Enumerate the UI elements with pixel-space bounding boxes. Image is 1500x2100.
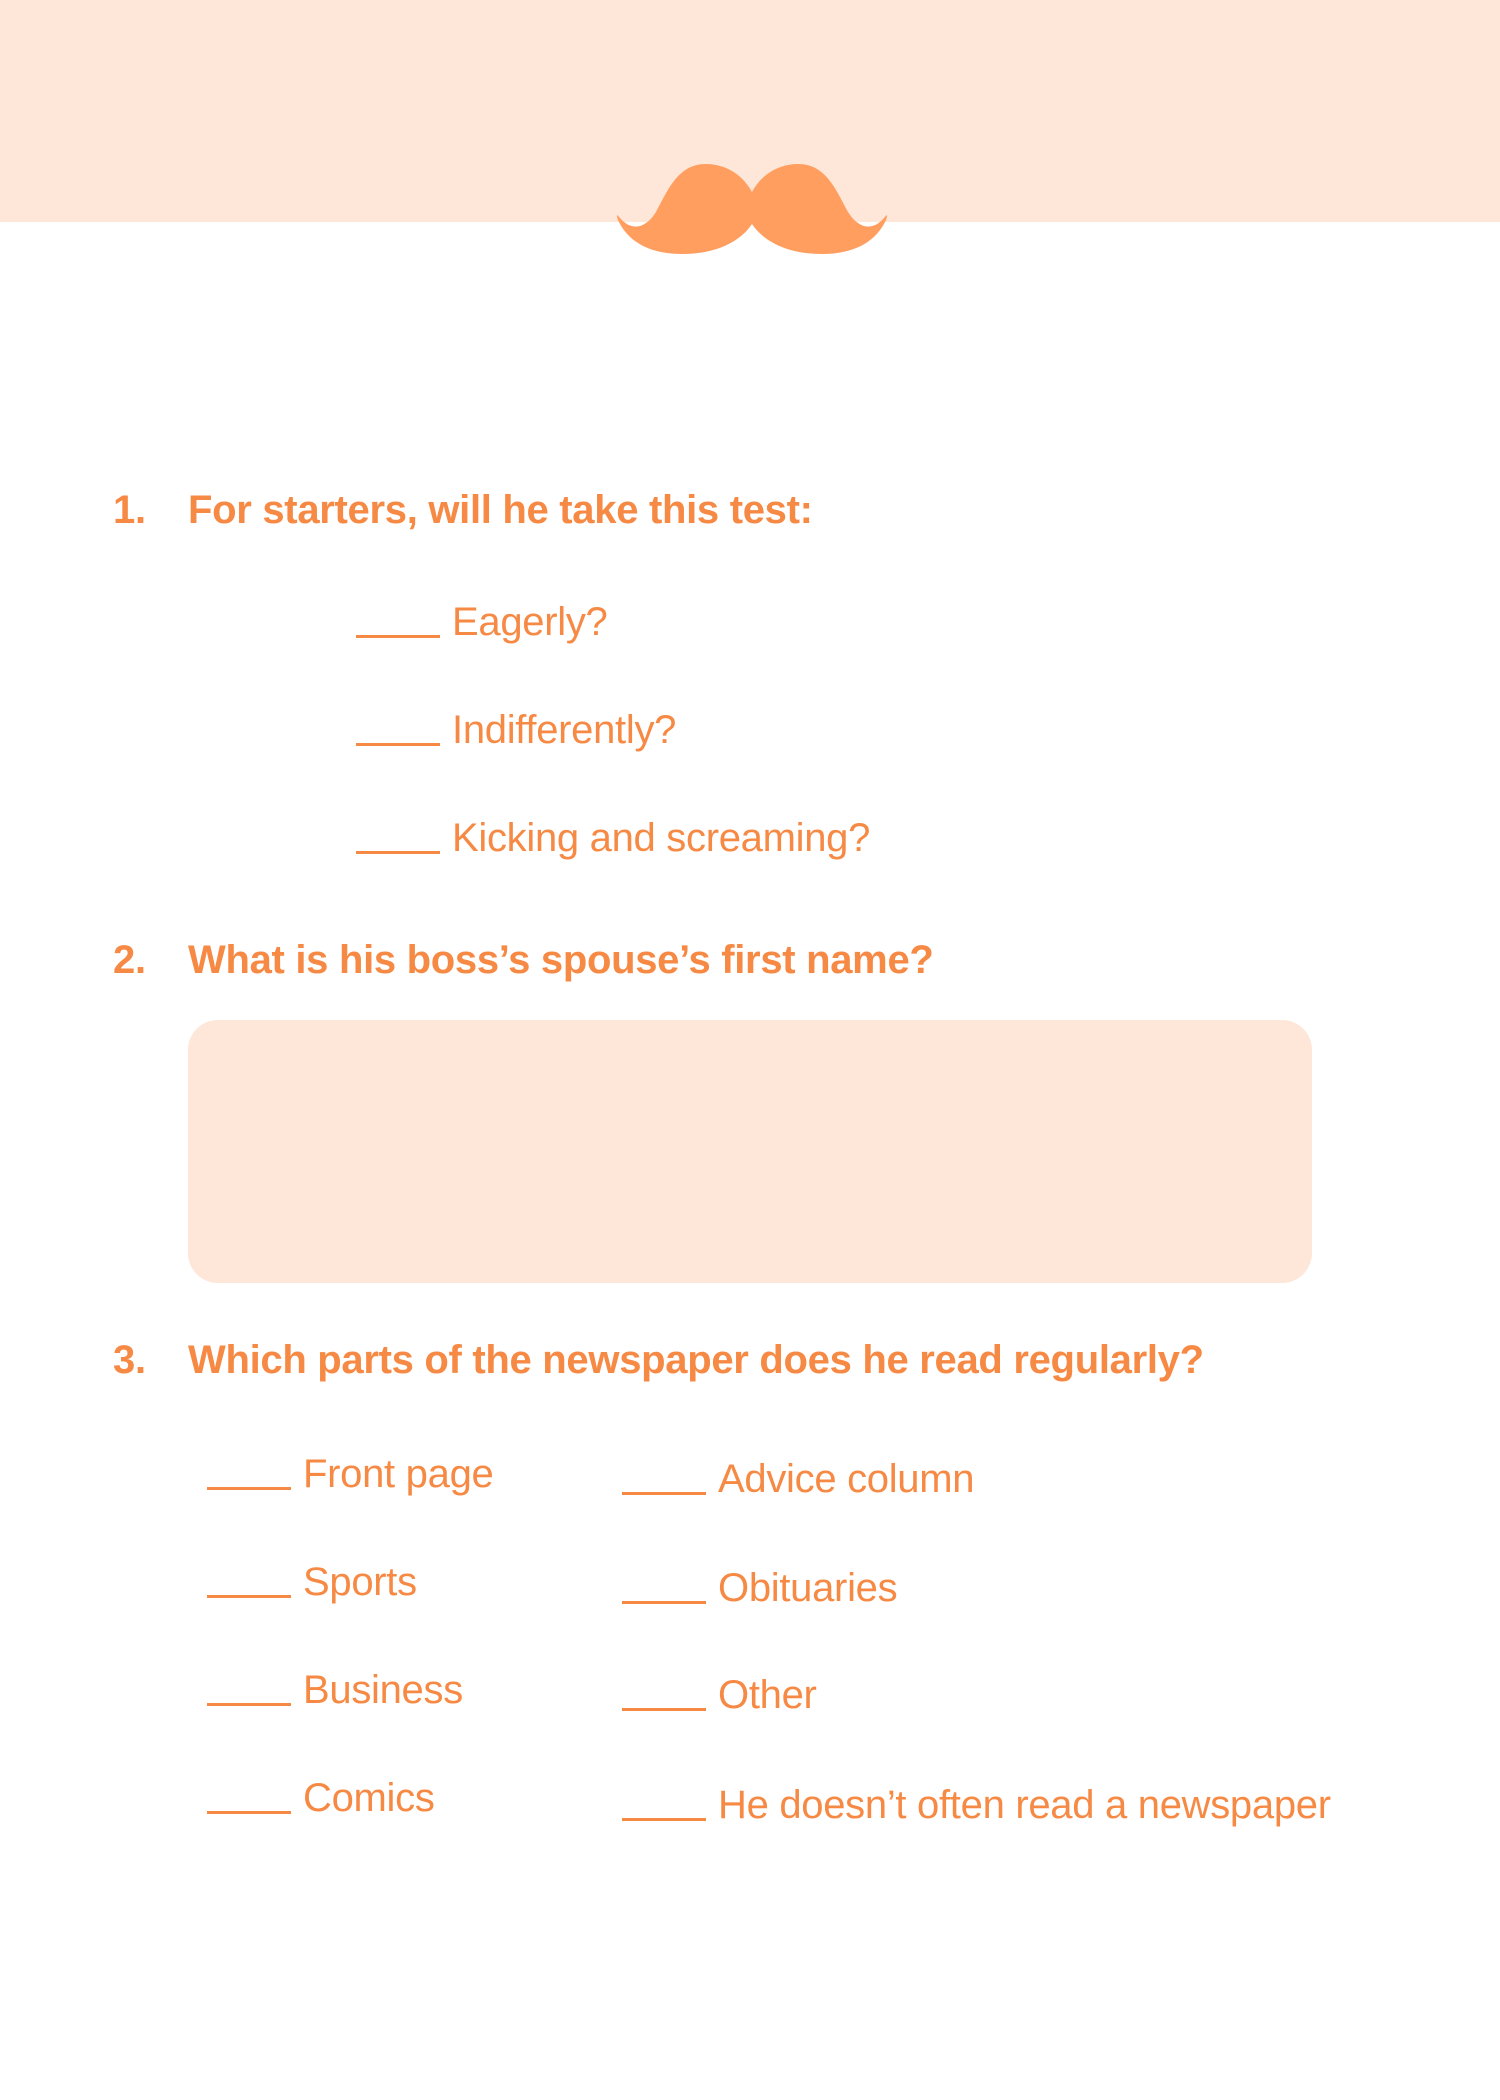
option-kicking-and-screaming[interactable] [356,814,870,862]
question-text: What is his boss’s spouse’s first name? [188,938,934,982]
blank-line[interactable] [356,851,440,854]
option-business[interactable] [207,1666,463,1714]
option-label: Obituaries [718,1566,898,1610]
option-no-newspaper[interactable] [622,1781,1331,1829]
option-advice-column[interactable] [622,1455,974,1503]
blank-line[interactable] [207,1487,291,1490]
question-number: 1. [113,488,146,532]
option-other[interactable] [622,1671,817,1719]
option-label: Kicking and screaming? [452,816,871,860]
blank-line[interactable] [622,1818,706,1821]
mustache-icon [616,162,888,254]
option-label: He doesn’t often read a newspaper [718,1783,1331,1827]
option-label: Sports [303,1560,417,1604]
question-number: 3. [113,1338,146,1382]
option-label: Front page [303,1452,494,1496]
blank-line[interactable] [356,743,440,746]
option-label: Business [303,1668,463,1712]
blank-line[interactable] [207,1703,291,1706]
question-text: Which parts of the newspaper does he read regularly? [188,1338,1204,1382]
option-front-page[interactable] [207,1450,493,1498]
question-2 [113,936,934,984]
question-1 [113,486,813,534]
question-3 [113,1336,1204,1384]
option-indifferently[interactable] [356,706,676,754]
option-obituaries[interactable] [622,1564,897,1612]
option-label: Indifferently? [452,708,677,752]
blank-line[interactable] [207,1595,291,1598]
answer-box-boss-spouse-name[interactable] [188,1020,1312,1283]
blank-line[interactable] [207,1811,291,1814]
option-label: Comics [303,1776,435,1820]
blank-line[interactable] [356,635,440,638]
option-eagerly[interactable] [356,598,607,646]
option-label: Eagerly? [452,600,608,644]
option-comics[interactable] [207,1774,435,1822]
blank-line[interactable] [622,1492,706,1495]
question-number: 2. [113,938,146,982]
blank-line[interactable] [622,1601,706,1604]
blank-line[interactable] [622,1708,706,1711]
option-sports[interactable] [207,1558,417,1606]
option-label: Advice column [718,1457,975,1501]
question-text: For starters, will he take this test: [188,488,813,532]
option-label: Other [718,1673,817,1717]
